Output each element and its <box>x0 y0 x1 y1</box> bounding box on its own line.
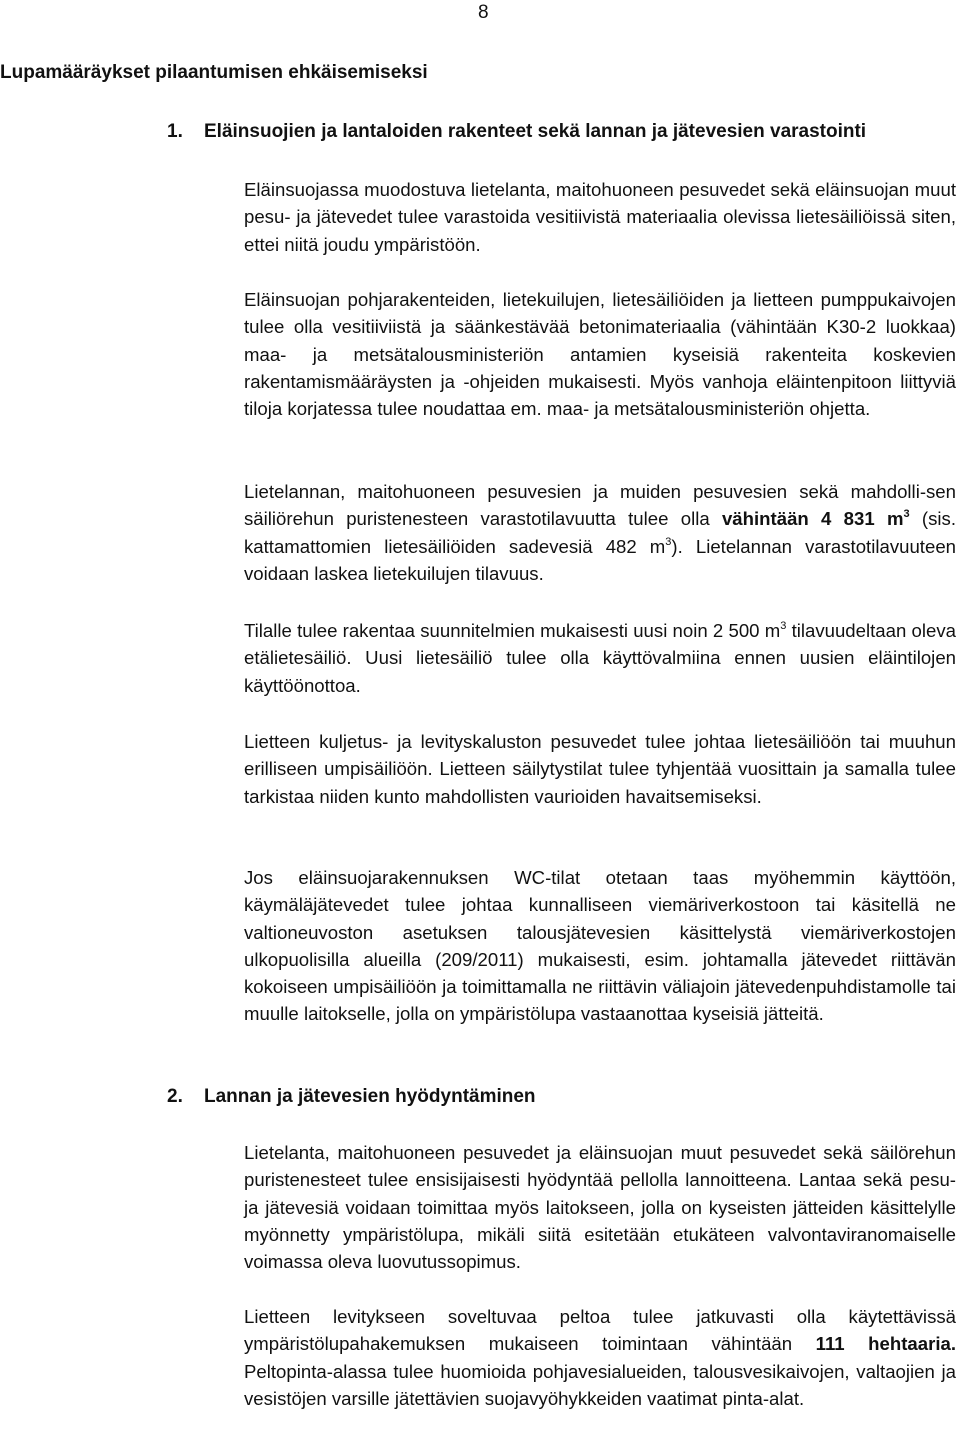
section-2-paragraph-1: Lietelanta, maitohuoneen pesuvedet ja eläinsuojan muut pesuvedet sekä säilörehun puristenesteet tulee ensisijaisesti hyödyntää pellolla lannoitteena. Lantaa sekä pesu- ja jätevesiä voidaan toimittaa myös laitokseen, jolla on kyseisten jätteiden käsittelylle myönnetty ympäristölupa, mikäli siitä esitetään etukäteen valvontaviranomaiselle voimassa oleva luovutussopimus. <box>244 1142 956 1273</box>
section-2-title: Lannan ja jätevesien hyödyntäminen <box>204 1086 536 1107</box>
p3-text-b: (sis. kattamattomien lietesäiliöiden sadevesiä 482 m <box>244 508 956 557</box>
section-2-heading <box>167 1086 536 1108</box>
section-1-paragraph-4 <box>244 617 956 699</box>
page-number: 8 <box>478 2 489 23</box>
p3-text-a: Lietelannan, maitohuoneen pesuvesien ja muiden pesuvesien sekä mahdolli-sen säiliörehun puristenesteen varastotilavuutta tulee olla <box>244 481 956 530</box>
section-1-number: 1. <box>167 121 183 142</box>
p3-required-volume: vähintään 4 831 $m^3$ <box>721 508 910 530</box>
section-1-paragraph-5: Lietteen kuljetus- ja levityskaluston pesuvedet tulee johtaa lietesäiliöön tai muuhun erilliseen umpisäiliöön. Lietteen säilytystilat tulee tyhjentää vuosittain ja samalla tulee tarkistaa niiden kunto mahdollisten vaurioiden havaitsemiseksi. <box>244 731 956 807</box>
section-2-paragraph-2 <box>244 1303 956 1412</box>
section-1-paragraph-6: Jos eläinsuojarakennuksen WC-tilat otetaan taas myöhemmin käyttöön, käymäläjätevedet tulee johtaa kunnalliseen viemäriverkostoon tai käsitellä ne valtioneuvoston asetuksen talousjätevesien käsittelystä viemäriverkostojen ulkopuolisilla alueilla (209/2011) mukaisesti, esim. johtamalla jätevedet riittävän kokoiseen umpisäiliöön ja toimittamalla ne riittävin väliajoin jätevedenpuhdistamolle tai muulle laitokselle, jolla on ympäristölupa vastaanottaa kyseisiä jätteitä. <box>244 867 956 1025</box>
section-1-heading <box>167 121 866 143</box>
section-1-paragraph-3 <box>244 478 956 587</box>
s2p2-text-a: Lietteen levitykseen soveltuvaa peltoa tulee jatkuvasti olla käytettävissä ympäristölupahakemuksen mukaiseen toimintaan vähintään <box>244 1306 956 1355</box>
s2p2-required-area: 111 hehtaaria. <box>815 1333 956 1355</box>
s2p2-text-b: Peltopinta-alassa tulee huomioida pohjavesialueiden, talousvesikaivojen, valtaojien ja vesistöjen varsille jätettävien suojavyöhykkeiden vaatimat pinta-alat. <box>244 1360 956 1409</box>
p4-superscript: 3 <box>780 620 787 632</box>
section-1-paragraph-2: Eläinsuojan pohjarakenteiden, lietekuilujen, lietesäiliöiden ja lietteen pumppukaivojen tulee olla vesitiiviistä ja säänkestävää betonimateriaalia (vähintään K30-2 luokkaa) maa- ja metsätalousministeriön antamien kyseisiä rakenteita koskevien rakentamismääräysten ja -ohjeiden mukaisesti. Myös vanhoja eläintenpitoon liittyviä tiloja korjatessa tulee noudattaa em. maa- ja metsätalousministeriön ohjetta. <box>244 289 956 420</box>
section-1-title: Eläinsuojien ja lantaloiden rakenteet sekä lannan ja jätevesien varastointi <box>204 121 867 142</box>
p3-superscript: 3 <box>665 535 672 548</box>
p3-text-c: ). Lietelannan varastotilavuuteen voidaan laskea lietekuilujen tilavuus. <box>244 535 956 584</box>
p4-text-b: tilavuudeltaan oleva etälietesäiliö. Uusi lietesäiliö tulee olla käyttövalmiina ennen uusien eläintilojen käyttöönottoa. <box>244 620 956 696</box>
section-2-number: 2. <box>167 1086 183 1107</box>
document-title: Lupamääräykset pilaantumisen ehkäisemiseksi <box>0 62 428 83</box>
p4-text-a: Tilalle tulee rakentaa suunnitelmien mukaisesti uusi noin 2 500 m <box>244 620 781 641</box>
section-1-paragraph-1: Eläinsuojassa muodostuva lietelanta, maitohuoneen pesuvedet sekä eläinsuojan muut pesu- ja jätevedet tulee varastoida vesitiivistä materiaalia olevissa lietesäiliöissä siten, ettei niitä joudu ympäristöön. <box>244 179 956 255</box>
